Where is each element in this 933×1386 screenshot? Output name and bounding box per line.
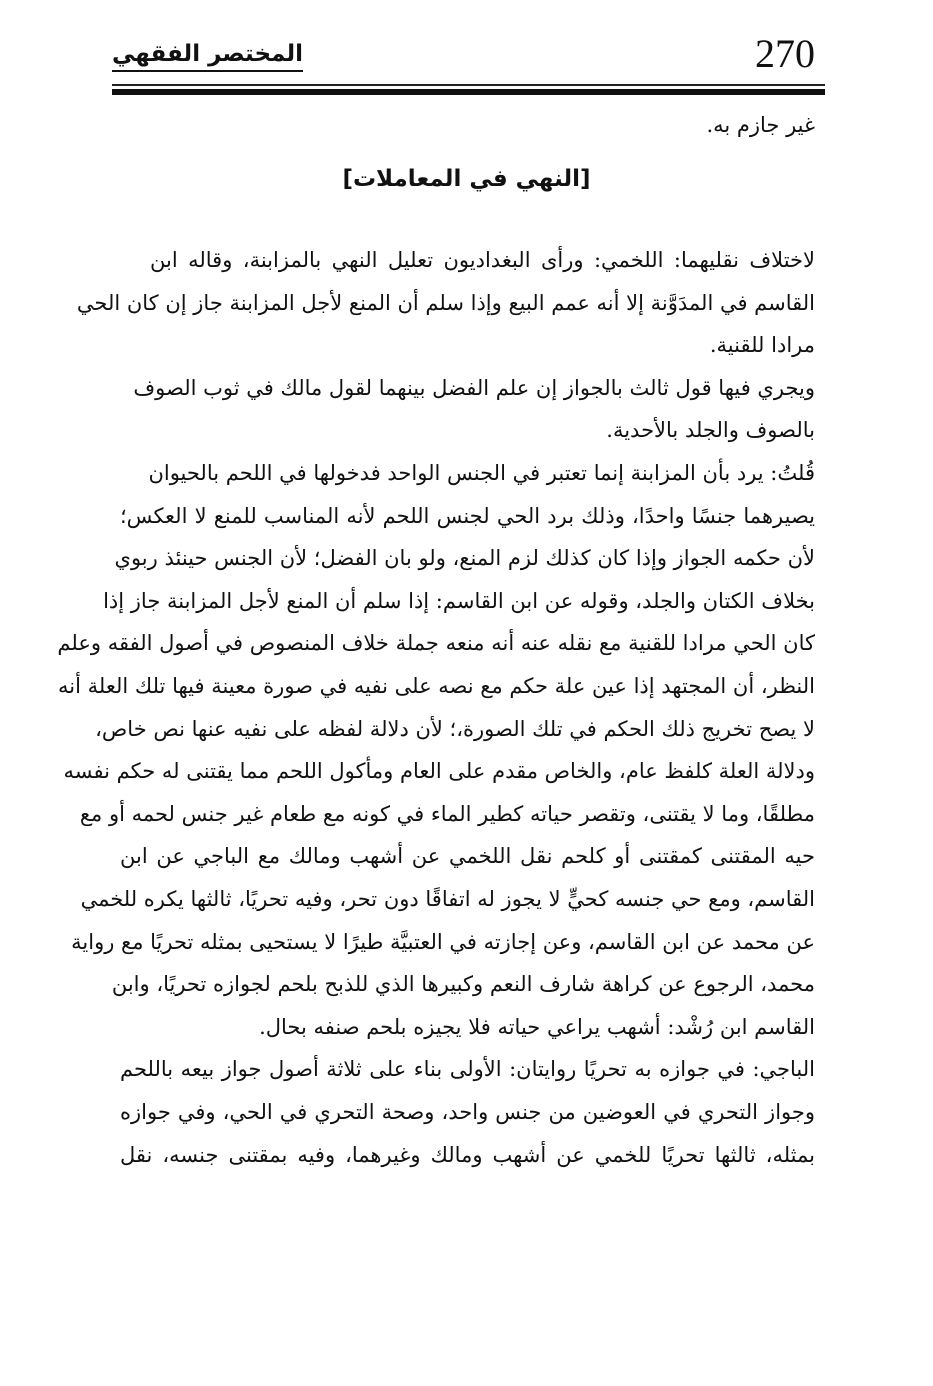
text-line: ويجري فيها قول ثالث بالجواز إن علم الفضل بينهما لقول مالك في ثوب الصوف (133, 375, 815, 400)
text-line: النظر، أن المجتهد إذا عين علة حكم مع نصه على نفيه في صورة معينة فيها تلك العلة أنه (58, 674, 815, 698)
page-number: 270 (755, 31, 815, 76)
header-rule-thin (112, 84, 825, 86)
text-line: لا يصح تخريج ذلك الحكم في تلك الصورة،؛ لأن دلالة لفظه على نفيه عنها نص خاص، (95, 716, 815, 741)
text-line: وجواز التحري في العوضين من جنس واحد، وصحة التحري في الحي، وفي جوازه (120, 1100, 815, 1124)
section-heading: [النهي في المعاملات] (342, 166, 591, 192)
text-line: ودلالة العلة كلفظ عام، والخاص مقدم على العام ومأكول اللحم مما يقتنى له حكم نفسه (63, 759, 815, 784)
text-line: لأن حكمه الجواز وإذا كان كذلك لزم المنع، ولو بان الفضل؛ لأن الجنس حينئذ ربوي (114, 546, 815, 571)
text-line: كان الحي مرادا للقنية مع نقله عنه أنه منعه جملة خلاف المنصوص في أصول الفقه وعلم (57, 631, 815, 656)
text-line: القاسم ابن رُشْد: أشهب يراعي حياته فلا يجيزه بلحم صنفه بحال. (259, 1014, 815, 1039)
text-line: القاسم في المدَوَّنة إلا أنه عمم البيع وإذا سلم أن المنع لأجل المزابنة جاز إن كان الحي (76, 290, 815, 315)
text-line: حيه المقتنى كمقتنى أو كلحم نقل اللخمي عن أشهب ومالك مع الباجي عن ابن (120, 844, 815, 869)
text-line: مرادا للقنية. (709, 333, 815, 358)
text-line: عن محمد عن ابن القاسم، وعن إجازته في العتبيَّة طيرًا لا يستحيى بمثله تحريًا مع رواية (71, 929, 815, 954)
text-line: لاختلاف نقليهما: اللخمي: ورأى البغداديون تعليل النهي بالمزابنة، وقاله ابن (150, 248, 815, 272)
running-title: المختصر الفقهي (112, 40, 303, 72)
text-line: قُلتُ: يرد بأن المزابنة إنما تعتبر في الجنس الواحد فدخولها في اللحم بالحيوان (148, 461, 815, 485)
text-line: مطلقًا، وما لا يقتنى، وتقصر حياته كطير الماء في كونه مع طعام غير جنس لحمه أو مع (79, 801, 815, 826)
text-line: القاسم، ومع حي جنسه كحيٍّ لا يجوز له اتفاقًا دون تحر، وفيه تحريًا، ثالثها يكره للخمي (80, 887, 815, 911)
text-line: بالصوف والجلد بالأحدية. (606, 418, 815, 443)
text-line: يصيرهما جنسًا واحدًا، وذلك برد الحي لجنس اللحم لأنه المناسب للمنع لا العكس؛ (120, 503, 815, 528)
text-line: بمثله، ثالثها تحريًا للخمي عن أشهب ومالك وغيرهما، وفيه بمقتنى جنسه، نقل (120, 1142, 815, 1167)
header-rule-thick (112, 89, 825, 95)
intro-line: غير جازم به. (706, 113, 815, 137)
text-line: الباجي: في جوازه به تحريًا روايتان: الأولى بناء على ثلاثة أصول جواز بيعه باللحم (120, 1057, 815, 1082)
text-line: محمد، الرجوع عن كراهة شارف النعم وكبيرها الذي للذبح بلحم لجوازه تحريًا، وابن (111, 972, 815, 997)
text-line: بخلاف الكتان والجلد، وقوله عن ابن القاسم: إذا سلم أن المنع لأجل المزابنة جاز إذا (103, 588, 815, 613)
